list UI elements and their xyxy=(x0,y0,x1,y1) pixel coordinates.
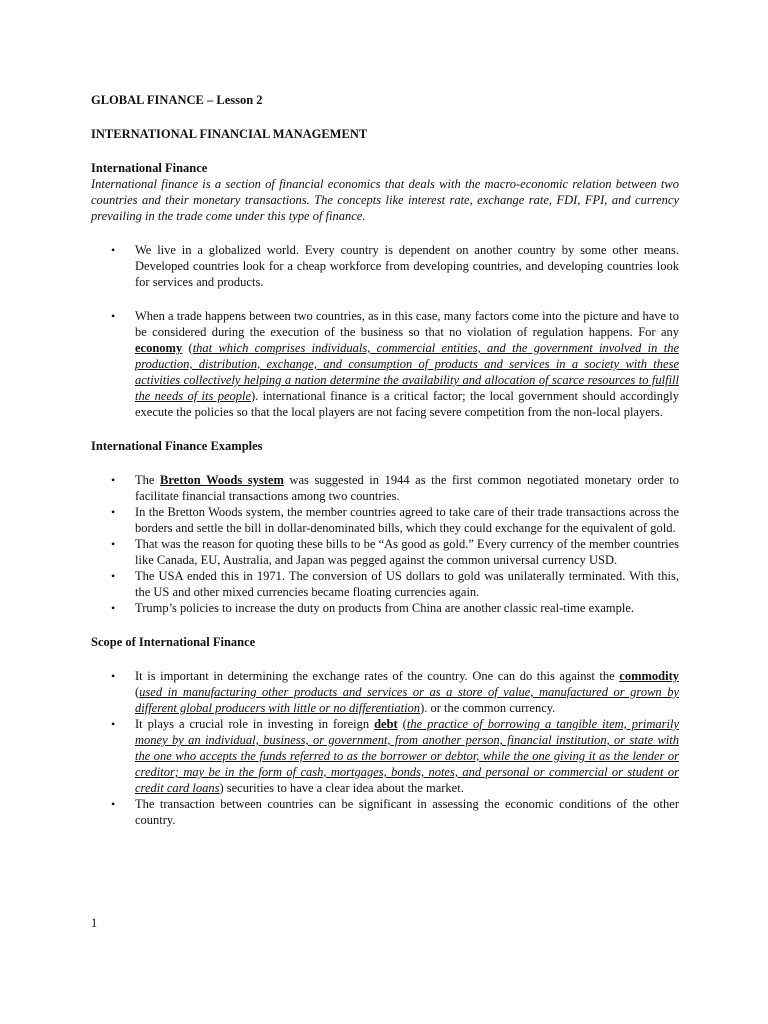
list-item: • It is important in determining the exchange rates of the country. One can do this against the commodity (used in manufacturing other products and services or as a store of value, manufactured or grown by different global producers with little or no differentiation). or the common currency. xyxy=(91,668,679,716)
economy-term-link[interactable]: economy xyxy=(135,341,183,355)
list-item: • The Bretton Woods system was suggested in 1944 as the first common negotiated monetary order to facilitate financial transactions among two countries. xyxy=(91,472,679,504)
scope-bullet-list xyxy=(91,668,679,828)
page-number: 1 xyxy=(91,916,98,930)
document-body xyxy=(91,92,679,828)
list-item xyxy=(91,242,679,290)
commodity-term-link[interactable]: commodity xyxy=(619,669,679,683)
list-item: • It plays a crucial role in investing in foreign debt (the practice of borrowing a tangible item, primarily money by an individual, business, or government, from another person, financial institution, or state with the one who accepts the funds referred to as the borrower or debtor, while the one giving it as the lender or creditor; may be in the form of cash, mortgages, bonds, notes, and personal or commercial or student or credit card loans) securities to have a clear idea about the market. xyxy=(91,716,679,796)
document-subtitle: INTERNATIONAL FINANCIAL MANAGEMENT xyxy=(91,127,368,141)
list-item: • That was the reason for quoting these bills to be “As good as gold.” Every currency of the member countries like Canada, EU, Australia, and Japan was pegged against the common universal currency USD. xyxy=(91,536,679,568)
bretton-woods-term-link[interactable]: Bretton Woods system xyxy=(160,473,284,487)
commodity-definition: used in manufacturing other products and services or as a store of value, manufactured or grown by different global producers with little or no differentiation xyxy=(135,685,679,715)
examples-bullet-list xyxy=(91,472,679,616)
debt-term-link[interactable]: debt xyxy=(374,717,398,731)
document-title: GLOBAL FINANCE – Lesson 2 xyxy=(91,93,263,107)
economy-definition: that which comprises individuals, commercial entities, and the government involved in the production, distribution, exchange, and consumption of products and services in a society with these activities collectively helping a nation determine the availability and allocation of scarce resources to fulfill the needs of its people xyxy=(135,341,679,403)
list-item: • The transaction between countries can be significant in assessing the economic conditions of the other country. xyxy=(91,796,679,828)
list-item: • When a trade happens between two countries, as in this case, many factors come into the picture and have to be considered during the execution of the business so that no violation of regulation happens. For any economy (that which comprises individuals, commercial entities, and the government involved in the production, distribution, exchange, and consumption of products and services in a society with these activities collectively helping a nation determine the availability and allocation of scarce resources to fulfill the needs of its people). international finance is a critical factor; the local government should accordingly execute the policies so that the local players are not facing severe competition from the non-local players. xyxy=(91,308,679,420)
intro-heading: International Finance xyxy=(91,161,208,175)
debt-definition: the practice of borrowing a tangible item, primarily money by an individual, business, or government, from another person, financial institution, or state with the one who accepts the funds referred to as the borrower or debtor, while the one giving it as the lender or creditor; may be in the form of cash, mortgages, bonds, notes, and personal or commercial or student or credit card loans xyxy=(135,717,679,795)
intro-paragraph: International finance is a section of financial economics that deals with the macro-economic relation between two countries and their monetary transactions. The concepts like interest rate, exchange rate, FDI, FPI, and currency prevailing in the trade come under this type of finance. xyxy=(91,177,679,223)
intro-bullet-list xyxy=(91,242,679,420)
list-item: • Trump’s policies to increase the duty on products from China are another classic real-time example. xyxy=(91,600,679,616)
list-item: • In the Bretton Woods system, the member countries agreed to take care of their trade transactions across the borders and settle the bill in dollar-denominated bills, which they could exchange for the equivalent of gold. xyxy=(91,504,679,536)
examples-heading: International Finance Examples xyxy=(91,439,263,453)
list-item: • The USA ended this in 1971. The conversion of US dollars to gold was unilaterally terminated. With this, the US and other mixed currencies became floating currencies again. xyxy=(91,568,679,600)
bullet-text: We live in a globalized world. Every country is dependent on another country by some other means. Developed countries look for a cheap workforce from developing countries, and developing countries look for services and products. xyxy=(135,243,679,289)
scope-heading: Scope of International Finance xyxy=(91,635,256,649)
